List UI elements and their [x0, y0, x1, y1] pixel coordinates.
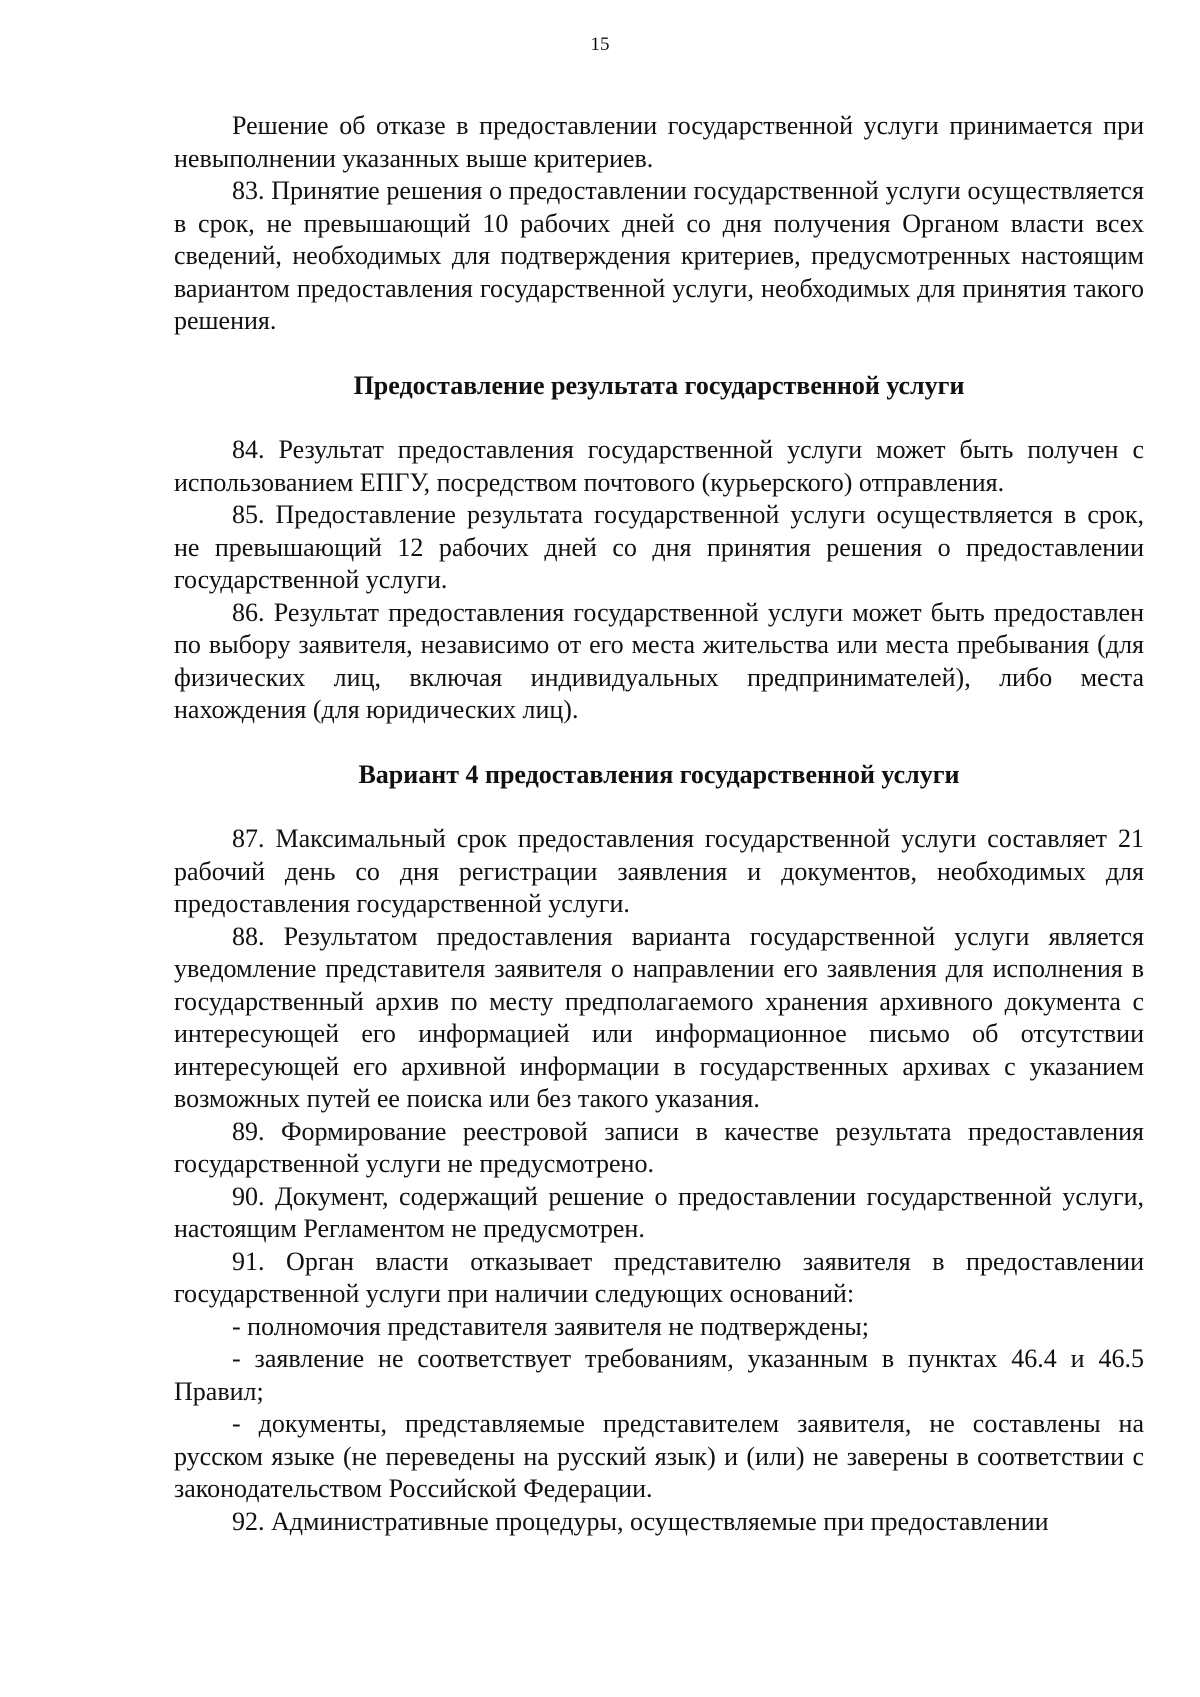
section-heading-variant-4: Вариант 4 предоставления государственной услуги [358, 759, 960, 789]
paragraph-85: 85. Предоставление результата государственной услуги осуществляется в срок, не превышающий 12 рабочих дней со дня принятия решения о предоставлении государственной услуги. [174, 500, 1144, 594]
paragraph-91: 91. Орган власти отказывает представителю заявителя в предоставлении государственной услуги при наличии следующих оснований: [174, 1246, 1144, 1308]
list-item-refusal-ground-2: - заявление не соответствует требованиям, указанным в пунктах 46.4 и 46.5 Правил; [174, 1344, 1144, 1406]
list-item-refusal-ground-1: - полномочия представителя заявителя не подтверждены; [232, 1311, 869, 1341]
list-item-refusal-ground-3: - документы, представляемые представителем заявителя, не составлены на русском языке (не переведены на русский язык) и (или) не заверены в соответствии с законодательством Российской Федерации. [174, 1409, 1144, 1503]
page-number: 15 [590, 34, 610, 55]
paragraph-84: 84. Результат предоставления государственной услуги может быть получен с использованием ЕПГУ, посредством почтового (курьерского) отправления. [174, 435, 1144, 497]
paragraph-90: 90. Документ, содержащий решение о предоставлении государственной услуги, настоящим Регламентом не предусмотрен. [174, 1181, 1144, 1243]
paragraph-89: 89. Формирование реестровой записи в качестве результата предоставления государственной услуги не предусмотрено. [174, 1116, 1144, 1178]
document-body [174, 110, 1144, 1538]
paragraph-86: 86. Результат предоставления государственной услуги может быть предоставлен по выбору заявителя, независимо от его места жительства или места пребывания (для физических лиц, включая индивидуальных предпринимателей), либо места нахождения (для юридических лиц). [174, 597, 1144, 724]
paragraph-87: 87. Максимальный срок предоставления государственной услуги составляет 21 рабочий день со дня регистрации заявления и документов, необходимых для предоставления государственной услуги. [174, 824, 1144, 918]
section-heading-result-provision: Предоставление результата государственной услуги [353, 370, 965, 400]
paragraph-88: 88. Результатом предоставления варианта государственной услуги является уведомление представителя заявителя о направлении его заявления для исполнения в государственный архив по месту предполагаемого хранения архивного документа с интересующей его информацией или информационное письмо об отсутствии интересующей его архивной информации в государственных архивах с указанием возможных путей ее поиска или без такого указания. [174, 921, 1144, 1113]
paragraph-refusal-decision: Решение об отказе в предоставлении государственной услуги принимается при невыполнении указанных выше критериев. [174, 111, 1144, 173]
paragraph-83: 83. Принятие решения о предоставлении государственной услуги осуществляется в срок, не превышающий 10 рабочих дней со дня получения Органом власти всех сведений, необходимых для подтверждения критериев, предусмотренных настоящим вариантом предоставления государственной услуги, необходимых для принятия такого решения. [174, 176, 1144, 335]
paragraph-92: 92. Административные процедуры, осуществляемые при предоставлении [232, 1506, 1049, 1536]
